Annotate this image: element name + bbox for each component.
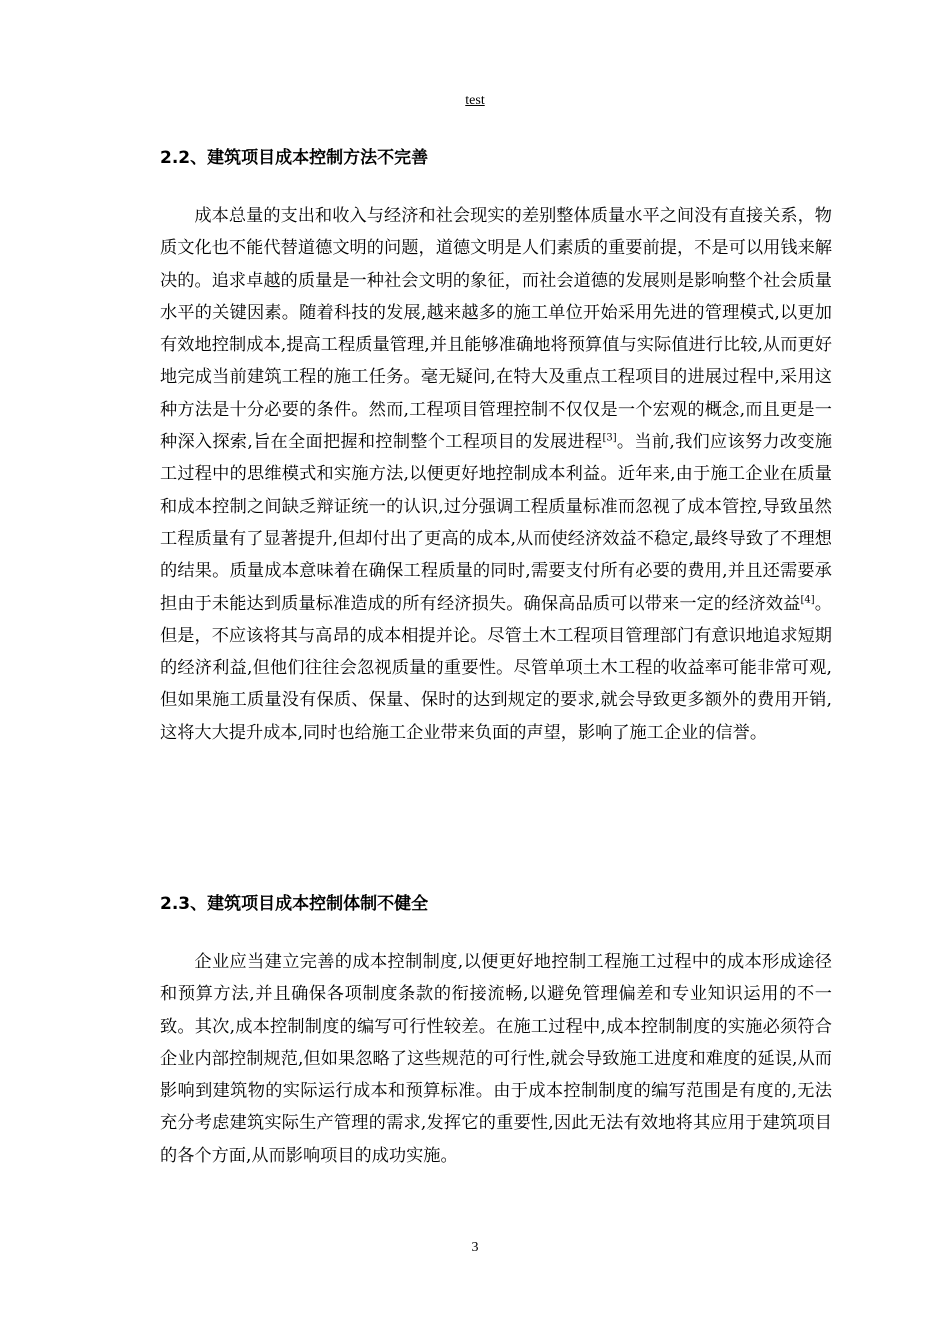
section-heading-2-3: 2.3、建筑项目成本控制体制不健全 <box>160 894 429 914</box>
page-header <box>0 93 950 109</box>
paragraph-text: 成本总量的支出和收入与经济和社会现实的差别整体质量水平之间没有直接关系，物质文化也不能代替道德文明的问题，道德文明是人们素质的重要前提，不是可以用钱来解决的。追求卓越的质量是一种社会文明的象征，而社会道德的发展则是影响整个社会质量水平的关键因素。随着科技的发展,越来越多的施工单位开始采用先进的管理模式,以更加有效地控制成本,提高工程质量管理,并且能够准确地将预算值与实际值进行比较,从而更好地完成当前建筑工程的施工任务。毫无疑问,在特大及重点工程项目的进展过程中,采用这种方法是十分必要的条件。然而,工程项目管理控制不仅仅是一个宏观的概念,而且更是一种深入探索,旨在全面把握和控制整个工程项目的发展进程 <box>160 206 832 453</box>
section-2-2-paragraph <box>160 200 832 749</box>
paragraph-text: 。当前,我们应该努力改变施工过程中的思维模式和实施方法,以便更好地控制成本利益。近年来,由于施工企业在质量和成本控制之间缺乏辩证统一的认识,过分强调工程质量标准而忽视了成本管控,导致虽然工程质量有了显著提升,但却付出了更高的成本,从而使经济效益不稳定,最终导致了不理想的结果。质量成本意味着在确保工程质量的同时,需要支付所有必要的费用,并且还需要承担由于未能达到质量标准造成的所有经济损失。确保高品质可以带来一定的经济效益 <box>160 432 833 614</box>
paragraph-text: 。但是，不应该将其与高昂的成本相提并论。尽管土木工程项目管理部门有意识地追求短期的经济利益,但他们往往会忽视质量的重要性。尽管单项土木工程的收益率可能非常可观,但如果施工质量没有保质、保量、保时的达到规定的要求,就会导致更多额外的费用开销,这将大大提升成本,同时也给施工企业带来负面的声望，影响了施工企业的信誉。 <box>160 593 832 743</box>
section-heading-2-2: 2.2、建筑项目成本控制方法不完善 <box>160 148 429 168</box>
header-text: test <box>465 93 485 108</box>
page-number: 3 <box>471 1240 479 1255</box>
citation-3: [3] <box>602 432 617 444</box>
citation-4: [4] <box>800 593 815 605</box>
section-2-3-paragraph: 企业应当建立完善的成本控制制度,以便更好地控制工程施工过程中的成本形成途径和预算方法,并且确保各项制度条款的衔接流畅,以避免管理偏差和专业知识运用的不一致。其次,成本控制制度的编写可行性较差。在施工过程中,成本控制制度的实施必须符合企业内部控制规范,但如果忽略了这些规范的可行性,就会导致施工进度和难度的延误,从而影响到建筑物的实际运行成本和预算标准。由于成本控制制度的编写范围是有度的,无法充分考虑建筑实际生产管理的需求,发挥它的重要性,因此无法有效地将其应用于建筑项目的各个方面,从而影响项目的成功实施。 <box>160 952 832 1166</box>
